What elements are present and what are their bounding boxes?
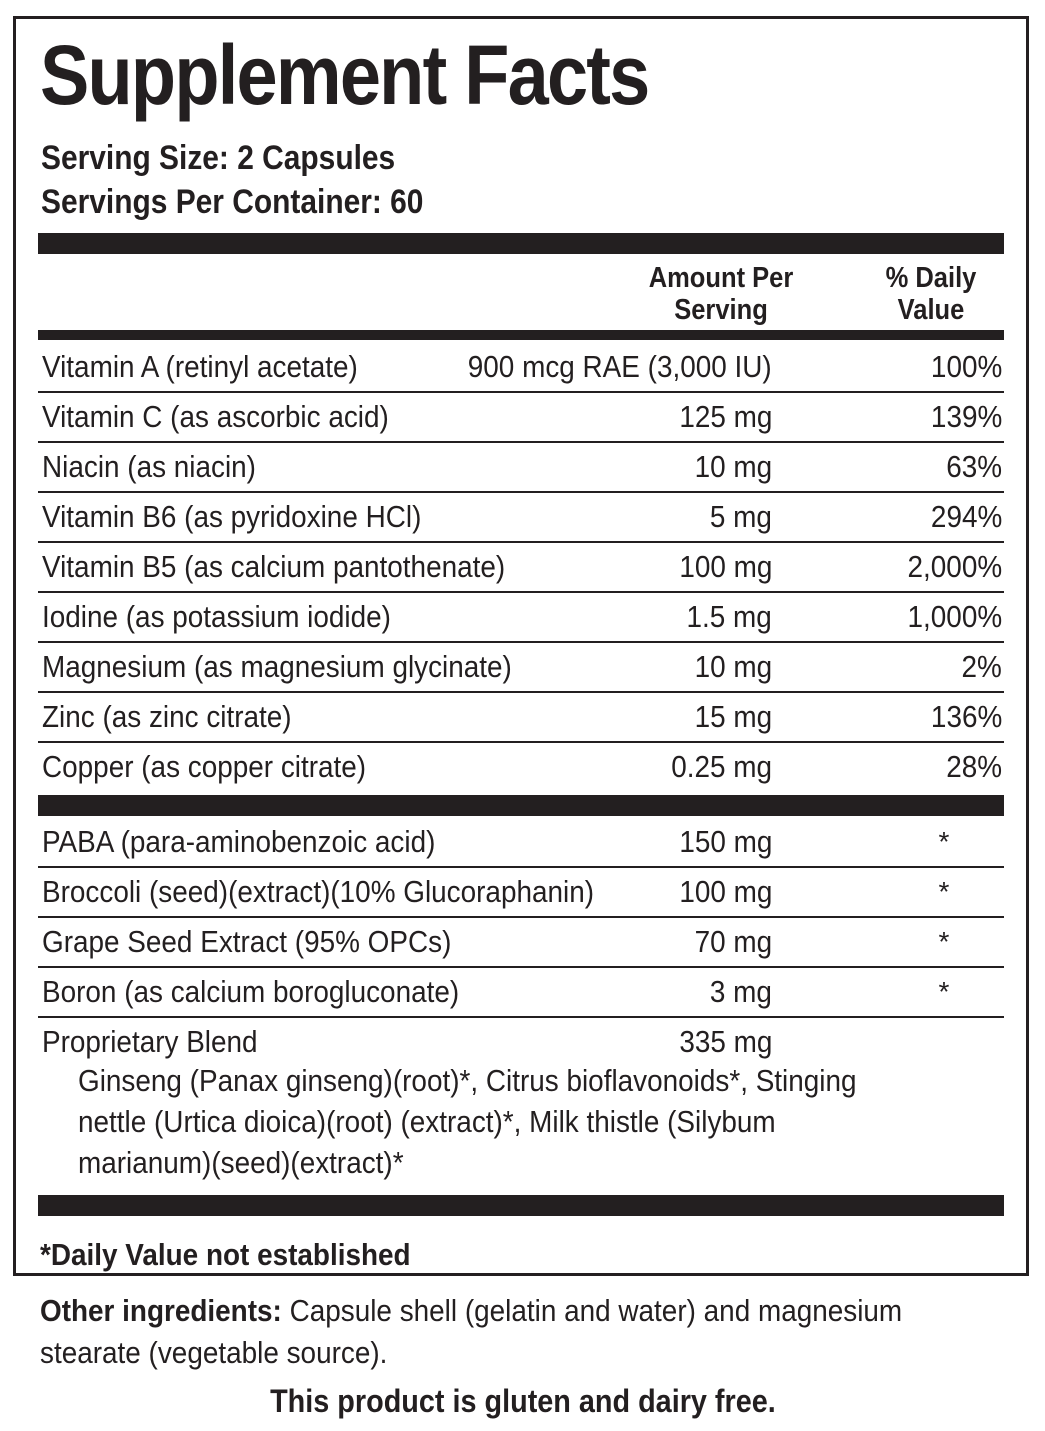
other-ingredients-label: Other ingredients: [40, 1293, 282, 1328]
nutrient-name: Copper (as copper citrate) [42, 749, 367, 784]
blend-name: Proprietary Blend [42, 1024, 258, 1059]
supplement-facts-panel [13, 16, 1029, 1276]
blend-amount: 335 mg [678, 1024, 772, 1059]
nutrient-name: PABA (para-aminobenzoic acid) [42, 824, 436, 859]
nutrient-name: Niacin (as niacin) [42, 449, 256, 484]
amount-per-serving: 100 mg [678, 874, 772, 909]
amount-per-serving: 125 mg [678, 399, 772, 434]
amount-per-serving: 150 mg [678, 824, 772, 859]
other-ingredients [40, 1290, 1020, 1374]
table-row [38, 918, 1004, 966]
daily-value-percent: 1,000% [907, 599, 1002, 634]
amount-per-serving-header [616, 262, 826, 326]
gluten-dairy-statement [0, 1380, 1045, 1422]
nutrient-name: Zinc (as zinc citrate) [42, 699, 292, 734]
medium-divider-header [38, 330, 1004, 340]
dv-header-line2: Value [897, 294, 965, 326]
daily-value-footnote: *Daily Value not established [40, 1237, 411, 1272]
daily-value-percent: 2,000% [907, 549, 1002, 584]
gluten-dairy-text: This product is gluten and dairy free. [269, 1383, 776, 1419]
nutrient-name: Boron (as calcium borogluconate) [42, 974, 460, 1009]
nutrient-name: Vitamin B6 (as pyridoxine HCl) [42, 499, 422, 534]
daily-value-percent: 100% [930, 349, 1002, 384]
nutrient-name: Magnesium (as magnesium glycinate) [42, 649, 512, 684]
table-row [38, 968, 1004, 1016]
blend-ingredients-line: Ginseng (Panax ginseng)(root)*, Citrus bioflavonoids*, Stinging [78, 1063, 857, 1098]
table-row [38, 443, 1004, 491]
table-row [38, 593, 1004, 641]
daily-value-header [856, 262, 1006, 326]
amount-per-serving: 15 mg [694, 699, 772, 734]
amount-per-serving: 0.25 mg [671, 749, 772, 784]
panel-title: Supplement Facts [40, 28, 649, 122]
amount-per-serving: 900 mcg RAE (3,000 IU) [468, 349, 772, 384]
table-row [38, 543, 1004, 591]
amount-header-line1: Amount Per [648, 262, 794, 294]
daily-value-percent: * [938, 976, 950, 1007]
amount-per-serving: 10 mg [694, 649, 772, 684]
nutrient-name: Broccoli (seed)(extract)(10% Glucoraphanin) [42, 874, 595, 909]
blend-ingredients [78, 1060, 978, 1183]
amount-per-serving: 1.5 mg [686, 599, 772, 634]
table-row [38, 743, 1004, 791]
daily-value-percent: * [938, 826, 950, 857]
daily-value-percent: 136% [930, 699, 1002, 734]
amount-per-serving: 3 mg [709, 974, 772, 1009]
nutrient-name: Vitamin C (as ascorbic acid) [42, 399, 389, 434]
daily-value-percent: 28% [946, 749, 1002, 784]
table-row [38, 393, 1004, 441]
amount-header-line2: Serving [674, 294, 768, 326]
daily-value-percent: 2% [961, 649, 1002, 684]
amount-per-serving: 5 mg [709, 499, 772, 534]
other-ingredients-text-line2: stearate (vegetable source). [40, 1335, 388, 1370]
servings-per-container: Servings Per Container: 60 [41, 183, 424, 221]
nutrient-name: Grape Seed Extract (95% OPCs) [42, 924, 452, 959]
table-row [38, 693, 1004, 741]
table-row [38, 643, 1004, 691]
nutrient-name: Vitamin B5 (as calcium pantothenate) [42, 549, 506, 584]
amount-per-serving: 10 mg [694, 449, 772, 484]
nutrient-name: Vitamin A (retinyl acetate) [42, 349, 358, 384]
thick-divider-middle [38, 795, 1004, 816]
blend-ingredients-line: nettle (Urtica dioica)(root) (extract)*, Milk thistle (Silybum [78, 1104, 776, 1139]
daily-value-percent: 139% [930, 399, 1002, 434]
thick-divider-bottom [38, 1195, 1004, 1216]
blend-ingredients-line: marianum)(seed)(extract)* [78, 1145, 404, 1180]
amount-per-serving: 70 mg [694, 924, 772, 959]
daily-value-percent: * [938, 926, 950, 957]
table-row [38, 493, 1004, 541]
dv-header-line1: % Daily [885, 262, 977, 294]
serving-size: Serving Size: 2 Capsules [41, 139, 396, 177]
daily-value-percent: 63% [946, 449, 1002, 484]
table-row [38, 868, 1004, 916]
proprietary-blend-row [38, 1018, 1004, 1066]
nutrient-name: Iodine (as potassium iodide) [42, 599, 391, 634]
table-row [38, 343, 1004, 391]
amount-per-serving: 100 mg [678, 549, 772, 584]
daily-value-percent: * [938, 876, 950, 907]
other-ingredients-text: Capsule shell (gelatin and water) and magnesium [281, 1293, 903, 1328]
thick-divider-top [38, 233, 1004, 254]
table-row [38, 818, 1004, 866]
daily-value-percent: 294% [930, 499, 1002, 534]
